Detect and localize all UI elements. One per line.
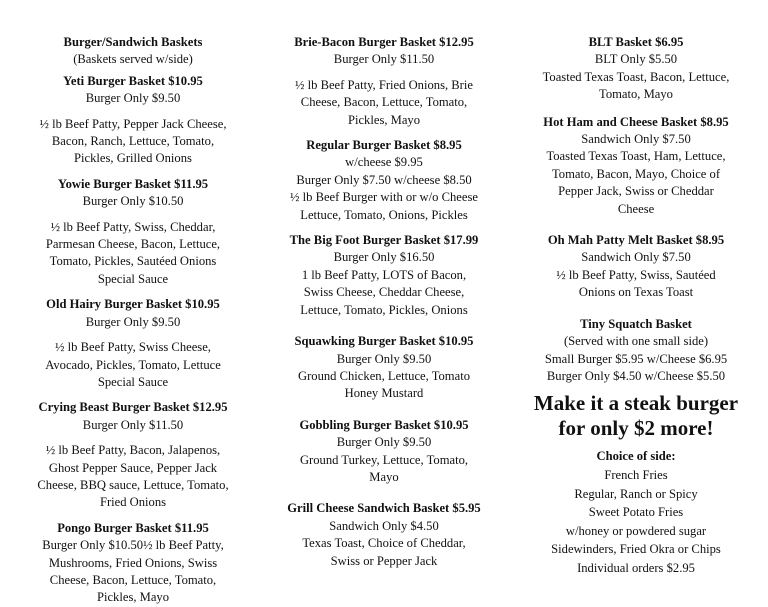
- menu-item-line: Ground Turkey, Lettuce, Tomato,: [299, 452, 469, 467]
- menu-item-line: Special Sauce: [97, 271, 169, 286]
- menu-item-title: Old Hairy Burger Basket $10.95: [46, 297, 220, 312]
- side-line: Sweet Potato Fries: [588, 505, 684, 520]
- menu-item-line: Burger Only $7.50 w/cheese $8.50: [296, 172, 472, 187]
- menu-item-title: Oh Mah Patty Melt Basket $8.95: [547, 233, 725, 248]
- menu-item-line: Texas Toast, Choice of Cheddar,: [302, 536, 466, 551]
- menu-item: [14, 116, 252, 168]
- menu-item-line: (Served with one small side): [563, 334, 709, 349]
- menu-item-line: Mayo: [369, 469, 399, 484]
- menu-item-line: Burger Only $11.50: [333, 52, 435, 67]
- menu-item-line: Toasted Texas Toast, Bacon, Lettuce,: [542, 69, 730, 84]
- menu-item-line: ½ lb Beef Patty, Swiss, Cheddar,: [50, 219, 216, 234]
- menu-item-title: Burger/Sandwich Baskets: [63, 35, 203, 49]
- menu-item-line: w/cheese $9.95: [345, 155, 423, 170]
- menu-item: [14, 296, 252, 331]
- menu-item: [264, 137, 504, 224]
- menu-item-line: Pickles, Grilled Onions: [74, 151, 192, 166]
- menu-item-title: The Big Foot Burger Basket $17.99: [289, 233, 479, 248]
- menu-item-title: BLT Basket $6.95: [588, 35, 684, 49]
- menu-item-line: Parmesan Cheese, Bacon, Lettuce,: [45, 237, 221, 252]
- sides-title: Choice of side:: [596, 449, 676, 464]
- promo-line-2: for only $2 more!: [558, 416, 714, 441]
- side-line: Sidewinders, Fried Okra or Chips: [551, 542, 721, 557]
- menu-item-line: Burger Only $10.50: [82, 194, 184, 209]
- menu-item-line: Fried Onions: [99, 495, 167, 510]
- steak-burger-promo: [516, 391, 756, 441]
- menu-item-title: Brie-Bacon Burger Basket $12.95: [294, 35, 474, 49]
- menu-item-line: Lettuce, Tomato, Onions, Pickles: [300, 207, 468, 222]
- menu-item-line: BLT Only $5.50: [594, 52, 678, 67]
- menu-item-line: Cheese, Bacon, Lettuce, Tomato,: [49, 572, 217, 587]
- menu-item-line: Burger Only $11.50: [82, 417, 184, 432]
- menu-item: [14, 399, 252, 434]
- menu-item-line: Pickles, Mayo: [347, 112, 421, 127]
- menu-item-title: Crying Beast Burger Basket $12.95: [38, 400, 228, 415]
- menu-item-line: ½ lb Beef Burger with or w/o Cheese: [290, 190, 478, 205]
- menu-item-line: Burger Only $9.50: [85, 91, 181, 106]
- menu-item-line: Burger Only $9.50: [336, 435, 432, 450]
- menu-item-title: Tiny Squatch Basket: [580, 316, 692, 331]
- side-line: w/honey or powdered sugar: [565, 523, 707, 538]
- menu-item-line: ½ lb Beef Patty, Swiss Cheese,: [55, 340, 211, 355]
- menu-item-line: Sandwich Only $7.50: [581, 250, 691, 265]
- menu-item-line: Swiss Cheese, Cheddar Cheese,: [303, 285, 465, 300]
- menu-item: [264, 500, 504, 570]
- menu-item: [264, 34, 504, 69]
- menu-item: [516, 232, 756, 302]
- menu-item-line: Cheese, BBQ sauce, Lettuce, Tomato,: [37, 477, 229, 492]
- menu-item-line: ½ lb Beef Patty, Fried Onions, Brie: [295, 77, 473, 92]
- side-choices: [516, 447, 756, 577]
- menu-item-line: Bacon, Ranch, Lettuce, Tomato,: [51, 134, 215, 149]
- menu-item-line: 1 lb Beef Patty, LOTS of Bacon,: [301, 267, 467, 282]
- side-line: Regular, Ranch or Spicy: [574, 486, 698, 501]
- side-line: French Fries: [604, 467, 668, 482]
- menu-item-title: Yowie Burger Basket $11.95: [57, 176, 209, 191]
- menu-item-line: Lettuce, Tomato, Pickles, Onions: [300, 302, 468, 317]
- menu-item-line: Sandwich Only $4.50: [329, 518, 439, 533]
- menu-item-line: ½ lb Beef Patty, Swiss, Sautéed: [556, 267, 716, 282]
- menu-item: [14, 442, 252, 512]
- menu-item: [264, 77, 504, 129]
- menu-item-line: Tomato, Pickles, Sautéed Onions: [49, 254, 217, 269]
- menu-column-3: [516, 34, 756, 577]
- menu-item-line: Burger Only $16.50: [333, 250, 435, 265]
- menu-item-line: Cheese: [617, 201, 655, 216]
- menu-item-line: Burger Only $9.50: [85, 314, 181, 329]
- menu-item-line: Burger Only $9.50: [336, 351, 432, 366]
- menu-item-line: Swiss or Pepper Jack: [330, 553, 438, 568]
- menu-item-line: Cheese, Bacon, Lettuce, Tomato,: [300, 95, 468, 110]
- menu-item-line: Ghost Pepper Sauce, Pepper Jack: [48, 460, 218, 475]
- menu-item-title: Yeti Burger Basket $10.95: [63, 73, 203, 88]
- menu-item-line: Onions on Texas Toast: [578, 285, 694, 300]
- menu-item-line: Tomato, Mayo: [599, 87, 673, 102]
- menu-item: [264, 232, 504, 319]
- menu-item: [14, 176, 252, 211]
- menu-item: [14, 219, 252, 289]
- menu-item-title: Hot Ham and Cheese Basket $8.95: [543, 114, 729, 129]
- menu-item-line: Tomato, Bacon, Mayo, Choice of: [551, 166, 721, 181]
- menu-item: [516, 114, 756, 218]
- menu-item: [14, 339, 252, 391]
- menu-item-title: Regular Burger Basket $8.95: [306, 138, 462, 153]
- promo-line-1: Make it a steak burger: [533, 391, 739, 416]
- menu-item-line: Burger Only $4.50 w/Cheese $5.50: [546, 368, 726, 383]
- menu-item-line: Toasted Texas Toast, Ham, Lettuce,: [546, 149, 726, 164]
- menu-column-1: [14, 34, 252, 607]
- menu-item: [14, 73, 252, 108]
- menu-item-line: Burger Only $10.50½ lb Beef Patty,: [42, 538, 224, 553]
- menu-item-line: Mushrooms, Fried Onions, Swiss: [48, 555, 218, 570]
- menu-item: [516, 316, 756, 386]
- menu-item-title: Squawking Burger Basket $10.95: [294, 334, 474, 349]
- menu-item-line: ½ lb Beef Patty, Bacon, Jalapenos,: [45, 443, 221, 458]
- menu-item-title: Grill Cheese Sandwich Basket $5.95: [287, 501, 481, 516]
- menu-item-line: Special Sauce: [97, 374, 169, 389]
- menu-item-line: Honey Mustard: [344, 386, 424, 401]
- menu-item-line: Avocado, Pickles, Tomato, Lettuce: [45, 357, 221, 372]
- menu-item-title: Pongo Burger Basket $11.95: [57, 520, 209, 535]
- menu-item: [264, 417, 504, 487]
- menu-item-line: Sandwich Only $7.50: [581, 132, 691, 147]
- menu-item-line: Pepper Jack, Swiss or Cheddar: [558, 184, 714, 199]
- menu-item-line: (Baskets served w/side): [73, 52, 193, 67]
- menu-item: [516, 34, 756, 104]
- menu-column-2: [264, 34, 504, 570]
- menu-item-line: Ground Chicken, Lettuce, Tomato: [297, 368, 470, 383]
- menu-item-line: Small Burger $5.95 w/Cheese $6.95: [544, 351, 728, 366]
- menu-item-title: Gobbling Burger Basket $10.95: [299, 417, 469, 432]
- menu-item-line: ½ lb Beef Patty, Pepper Jack Cheese,: [39, 116, 227, 131]
- menu-item: [264, 333, 504, 403]
- menu-item: [14, 34, 252, 69]
- menu-item-line: Pickles, Mayo: [96, 590, 170, 605]
- side-line: Individual orders $2.95: [577, 560, 695, 575]
